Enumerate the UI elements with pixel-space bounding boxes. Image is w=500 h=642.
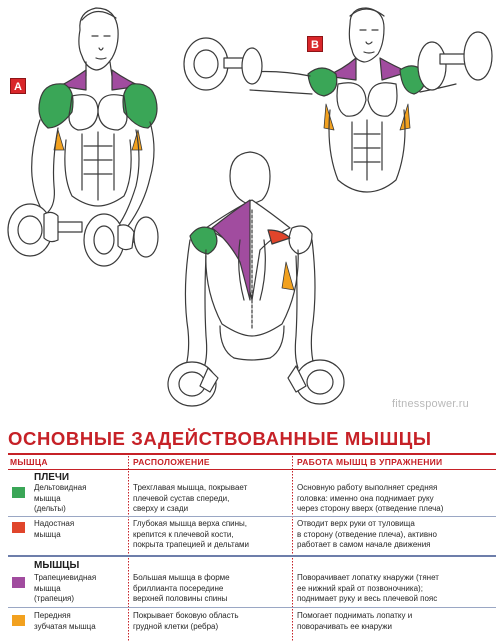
header-divider — [8, 469, 496, 470]
column-divider — [292, 456, 293, 642]
muscle-location: Глубокая мышца верха спины, крепится к плечевой кости, покрыта трапецией и дельтами — [133, 519, 250, 549]
muscle-location: Трехглавая мышца, покрывает плечевой сустав спереди, сверху и сзади — [133, 483, 248, 513]
figure-c-back-view — [168, 152, 344, 406]
group-divider — [8, 555, 496, 557]
watermark-text: fitnesspower.ru — [392, 398, 469, 410]
muscle-function: Поворачивает лопатку кнаружи (тянет ее нижний край от позвоночника); поднимает руку и весь плечевой пояс — [297, 573, 439, 603]
figure-b-lateral-raise — [184, 8, 492, 192]
color-swatch-serratus — [12, 615, 25, 626]
muscle-name: Передняя зубчатая мышца — [34, 611, 96, 631]
table-title: ОСНОВНЫЕ ЗАДЕЙСТВОВАННЫЕ МЫШЦЫ — [8, 428, 432, 449]
row-divider — [8, 516, 496, 517]
muscle-name: Надостная мышца — [34, 519, 75, 539]
muscle-name: Трапециевидная мышца (трапеция) — [34, 573, 97, 603]
figure-label-b: B — [307, 36, 323, 52]
color-swatch-trapezius — [12, 577, 25, 588]
figure-label-a: A — [10, 78, 26, 94]
group-title-shoulders: ПЛЕЧИ — [34, 472, 70, 483]
muscle-function: Основную работу выполняет средняя головка: именно она поднимает руку через сторону вверх (отведение плеча) — [297, 483, 444, 513]
muscle-function: Отводит верх руки от туловища в сторону (отведение плеча), активно работает в самом начале движения — [297, 519, 437, 549]
muscles-table — [0, 420, 500, 642]
muscle-name: Дельтовидная мышца (дельты) — [34, 483, 87, 513]
color-swatch-deltoid — [12, 487, 25, 498]
title-divider — [8, 453, 496, 455]
column-divider — [128, 456, 129, 642]
group-title-muscles: МЫШЦЫ — [34, 560, 80, 571]
column-header-muscle: МЫШЦА — [10, 457, 48, 467]
figure-a-front-view — [8, 8, 158, 266]
color-swatch-supraspinatus — [12, 522, 25, 533]
column-header-function: РАБОТА МЫШЦ В УПРАЖНЕНИИ — [297, 457, 443, 467]
column-header-location: РАСПОЛОЖЕНИЕ — [133, 457, 210, 467]
muscle-function: Помогает поднимать лопатку и поворачивать ее кнаружи — [297, 611, 413, 631]
muscle-location: Покрывает боковую область грудной клетки (ребра) — [133, 611, 239, 631]
row-divider — [8, 607, 496, 608]
muscle-location: Большая мышца в форме бриллианта посередине верхней половины спины — [133, 573, 230, 603]
